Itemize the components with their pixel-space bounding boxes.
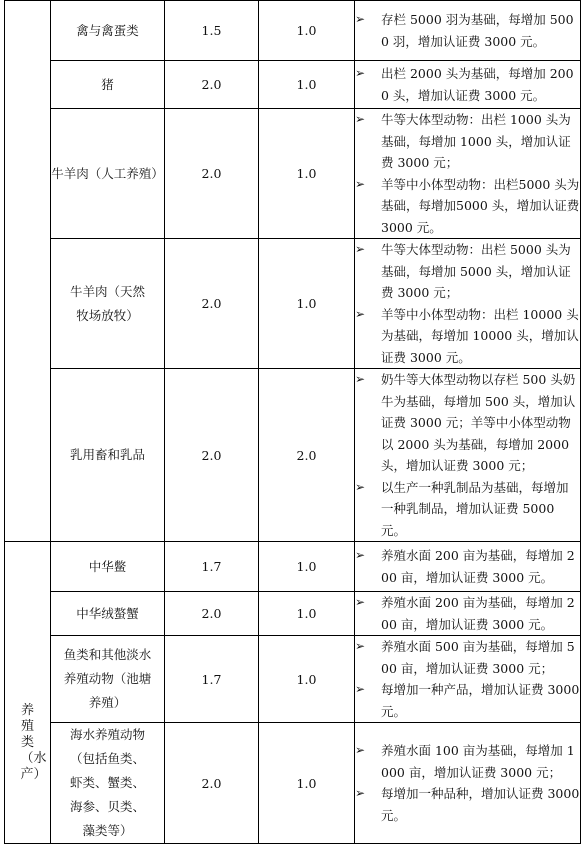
arrowhead-bullet-icon: ➢ <box>355 306 366 321</box>
coefficient-b: 1.0 <box>259 61 355 109</box>
category-cell <box>5 542 51 844</box>
product-name-cell <box>51 369 165 542</box>
product-name: 乳用畜和乳品 <box>69 447 145 462</box>
arrowhead-bullet-icon: ➢ <box>355 743 366 757</box>
fee-rules-cell <box>355 636 581 723</box>
fee-rules-cell <box>355 1 581 61</box>
arrowhead-bullet-icon: ➢ <box>355 639 366 653</box>
fee-rule-item <box>355 545 580 588</box>
arrowhead-bullet-icon: ➢ <box>355 682 366 696</box>
coefficient-b: 1.0 <box>259 109 355 239</box>
coefficient-a: 2.0 <box>165 369 259 542</box>
product-name: 猪 <box>101 76 114 92</box>
coefficient-b: 1.0 <box>259 592 355 636</box>
arrowhead-bullet-icon: ➢ <box>355 548 366 562</box>
coefficient-a: 1.7 <box>165 542 259 592</box>
fee-rule-text: 奶牛等大体型动物以存栏 500 头奶牛为基础，每增加 500 头，增加认证费 3000 元；羊等中小体型动物以 2000 头为基础，每增加 2000 头，增加认证费 3000 元； <box>381 372 576 473</box>
coefficient-a: 2.0 <box>165 109 259 239</box>
product-name-cell <box>51 1 165 61</box>
table-body <box>5 1 581 844</box>
table-row <box>5 109 581 239</box>
table-row <box>5 636 581 723</box>
fee-rules-cell <box>355 61 581 109</box>
product-name-cell <box>51 592 165 636</box>
fee-rule-text: 每增加一种品种，增加认证费 3000 元。 <box>381 786 580 823</box>
fee-rule-item <box>355 63 580 106</box>
product-name: 海水养殖动物（包括鱼类、虾类、蟹类、海参、贝类、藻类等） <box>69 727 145 838</box>
coefficient-b: 1.0 <box>259 636 355 723</box>
product-name: 中华绒螯蟹 <box>76 605 139 621</box>
fee-rules-cell <box>355 369 581 542</box>
product-name: 牛羊肉（天然牧场放牧） <box>69 283 145 323</box>
arrowhead-bullet-icon: ➢ <box>355 12 366 26</box>
fee-rule-text: 养殖水面 100 亩为基础，每增加 1000 亩，增加认证费 3000 元； <box>381 743 575 780</box>
fee-rule-text: 羊等中小体型动物：出栏 10000 头为基础，每增加 10000 头，增加认证费 3000 元。 <box>381 306 579 365</box>
fee-rule-text: 养殖水面 500 亩为基础，每增加 500 亩，增加认证费 3000 元； <box>381 639 575 676</box>
fee-rules-cell <box>355 542 581 592</box>
fee-rule-item <box>355 174 580 239</box>
fee-rule-text: 羊等中小体型动物：出栏5000 头为基础，每增加5000 头，增加认证费 3000 元。 <box>381 176 580 235</box>
coefficient-b: 1.0 <box>259 239 355 369</box>
coefficient-a: 2.0 <box>165 723 259 844</box>
product-name-cell <box>51 542 165 592</box>
table-row <box>5 723 581 844</box>
fee-rules-cell <box>355 109 581 239</box>
arrowhead-bullet-icon: ➢ <box>355 242 366 256</box>
product-name-cell <box>51 61 165 109</box>
coefficient-a: 1.5 <box>165 1 259 61</box>
fee-rule-text: 出栏 2000 头为基础，每增加 2000 头，增加认证费 3000 元。 <box>381 66 574 103</box>
fee-rule-text: 养殖水面 200 亩为基础，每增加 200 亩，增加认证费 3000 元。 <box>381 595 575 632</box>
product-name-cell <box>51 109 165 239</box>
arrowhead-bullet-icon: ➢ <box>355 112 366 126</box>
fee-rule-text: 存栏 5000 羽为基础，每增加 5000 羽，增加认证费 3000 元。 <box>381 12 574 49</box>
fee-rule-item <box>355 9 580 52</box>
arrowhead-bullet-icon: ➢ <box>355 66 366 80</box>
product-name: 牛羊肉（人工养殖） <box>51 165 164 181</box>
fee-rule-item <box>355 636 580 679</box>
product-name-cell <box>51 239 165 369</box>
fee-rule-text: 养殖水面 200 亩为基础，每增加 200 亩，增加认证费 3000 元。 <box>381 548 575 585</box>
fee-rule-item <box>355 304 580 369</box>
fee-rule-item <box>355 740 580 783</box>
arrowhead-bullet-icon: ➢ <box>355 479 366 494</box>
arrowhead-bullet-icon: ➢ <box>355 372 366 386</box>
fee-rule-text: 以生产一种乳制品为基础，每增加一种乳制品，增加认证费 5000 元。 <box>381 479 569 538</box>
coefficient-a: 2.0 <box>165 592 259 636</box>
arrowhead-bullet-icon: ➢ <box>355 176 366 191</box>
product-name: 鱼类和其他淡水养殖动物（池塘养殖） <box>63 647 152 710</box>
coefficient-a: 2.0 <box>165 61 259 109</box>
category-label: 养殖类（水产） <box>20 702 47 782</box>
table-row <box>5 1 581 61</box>
table-row <box>5 369 581 542</box>
table-row <box>5 542 581 592</box>
product-name: 中华鳖 <box>88 558 127 574</box>
product-name-cell <box>51 723 165 844</box>
coefficient-b: 1.0 <box>259 723 355 844</box>
fee-rule-text: 每增加一种产品，增加认证费 3000 元。 <box>381 682 580 719</box>
product-name-cell <box>51 636 165 723</box>
coefficient-b: 1.0 <box>259 542 355 592</box>
category-cell <box>5 1 51 542</box>
table-row <box>5 592 581 636</box>
certification-fee-table <box>4 0 581 844</box>
coefficient-a: 2.0 <box>165 239 259 369</box>
coefficient-b: 1.0 <box>259 1 355 61</box>
coefficient-b: 2.0 <box>259 369 355 542</box>
fee-rule-item <box>355 239 580 304</box>
table-row <box>5 61 581 109</box>
fee-rules-cell <box>355 592 581 636</box>
fee-rule-text: 牛等大体型动物：出栏 1000 头为基础，每增加 1000 头，增加认证费 3000 元； <box>381 112 571 170</box>
product-name: 禽与禽蛋类 <box>76 22 139 38</box>
fee-rule-item <box>355 109 580 174</box>
fee-rules-cell <box>355 239 581 369</box>
fee-rule-item <box>355 679 580 722</box>
fee-rule-item <box>355 477 580 542</box>
fee-rule-item <box>355 783 580 826</box>
table-row <box>5 239 581 369</box>
fee-rule-item <box>355 592 580 635</box>
coefficient-a: 1.7 <box>165 636 259 723</box>
arrowhead-bullet-icon: ➢ <box>355 595 366 609</box>
fee-rule-text: 牛等大体型动物：出栏 5000 头为基础，每增加 5000 头，增加认证费 3000 元； <box>381 242 571 300</box>
arrowhead-bullet-icon: ➢ <box>355 786 366 800</box>
fee-rule-item <box>355 369 580 477</box>
fee-rules-cell <box>355 723 581 844</box>
